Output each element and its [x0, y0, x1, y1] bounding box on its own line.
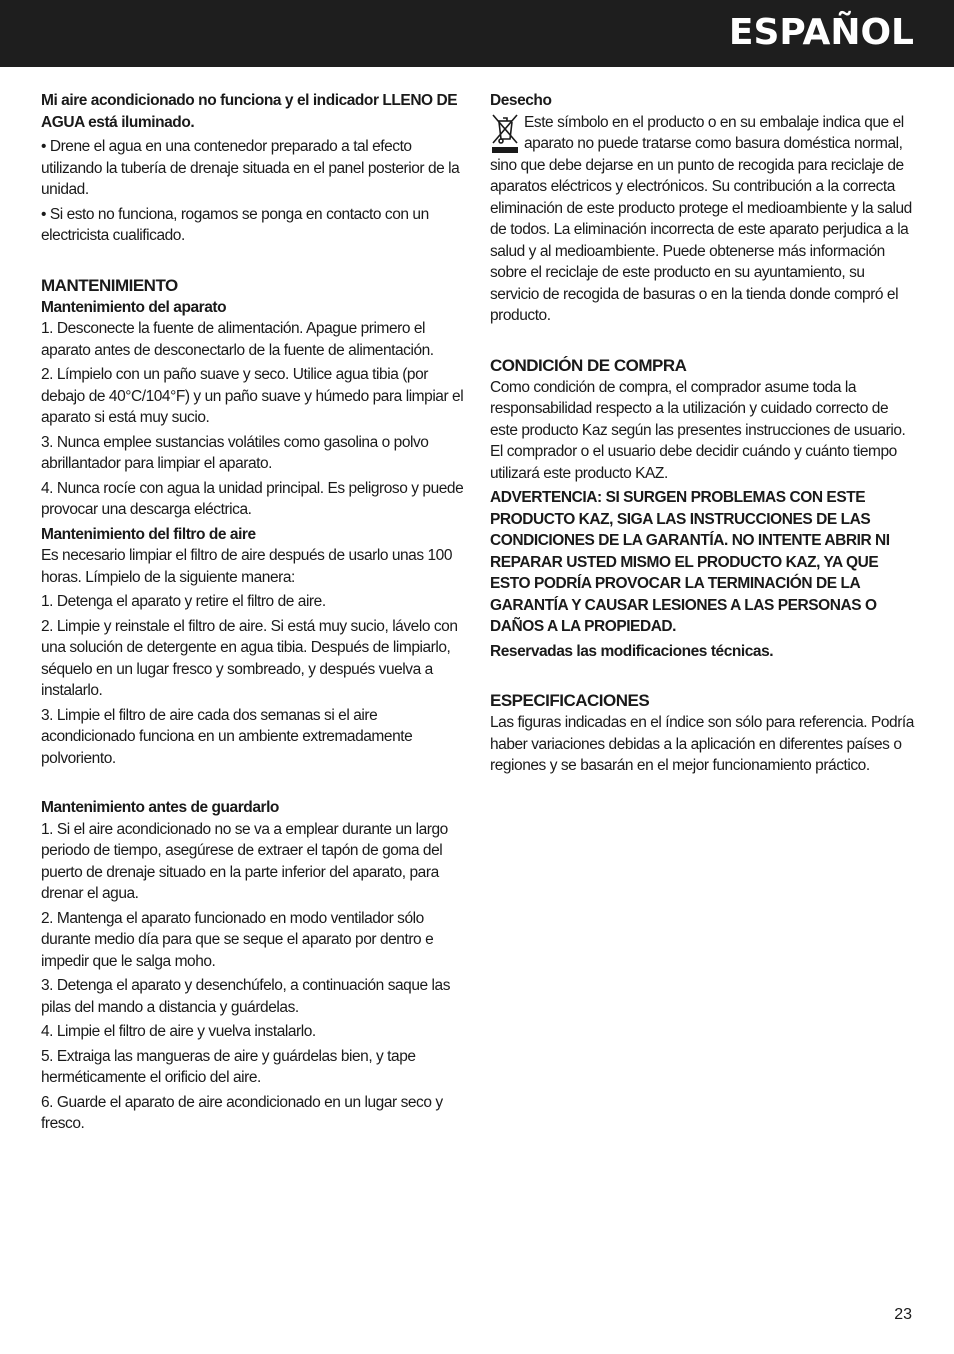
specifications-text: Las figuras indicadas en el índice son sólo para referencia. Podría haber variaciones debidas a la aplicación en diferentes países o regiones y se basarán en el mejor funcionamiento práctico.: [490, 714, 914, 774]
purchase-heading: CONDICIÓN DE COMPRA: [490, 355, 687, 375]
filter-item: Es necesario limpiar el filtro de aire después de usarlo unas 100 horas. Límpielo de la siguiente manera:: [41, 547, 453, 586]
header-bar: [0, 0, 954, 67]
filter-item: 3. Limpie el filtro de aire cada dos semanas si el aire acondicionado funciona en un ambiente extremadamente polvoriento.: [41, 706, 413, 767]
purchase-text: El comprador o el usuario debe decidir cuándo y cuánto tiempo utilizará este producto KAZ.: [490, 443, 897, 482]
reserved-text: Reservadas las modificaciones técnicas.: [490, 642, 774, 660]
filter-item: 2. Limpie y reinstale el filtro de aire. Si está muy sucio, lávelo con una solución de detergente en agua tibia. Después de limpiarlo, séquelo en un lugar fresco y sombreado, y después vuelva a instalarlo.: [41, 617, 458, 699]
warning-text: ADVERTENCIA: SI SURGEN PROBLEMAS CON ESTE PRODUCTO KAZ, SIGA LAS INSTRUCCIONES DE LAS CONDICIONES DE LA GARANTÍA. NO INTENTE ABRIR NI REPARAR USTED MISMO EL PRODUCTO KAZ, YA QUE ESTO PODRÍA PROVOCAR LA TERMINACIÓN DE LA GARANTÍA Y CAUSAR LESIONES A LAS PERSONAS O DAÑOS A LA PROPIEDAD.: [490, 489, 890, 635]
filter-item: 1. Detenga el aparato y retire el filtro de aire.: [41, 593, 326, 610]
appliance-item: 3. Nunca emplee sustancias volátiles como gasolina o polvo abrillantador para limpiar el aparato.: [41, 433, 429, 472]
storage-maintenance-subheading: Mantenimiento antes de guardarlo: [41, 799, 279, 816]
appliance-item: 1. Desconecte la fuente de alimentación. Apague primero el aparato antes de desconectarlo de la fuente de alimentación.: [41, 320, 434, 359]
storage-item: 1. Si el aire acondicionado no se va a emplear durante un largo periodo de tiempo, asegúrese de extraer el tapón de goma del puerto de drenaje situado en la parte inferior del aparato, para drenar el agua.: [41, 820, 448, 902]
appliance-item: 2. Límpielo con un paño suave y seco. Utilice agua tibia (por debajo de 40°C/104°F) y un paño suave y húmedo para limpiar el aparato si está muy sucio.: [41, 366, 464, 426]
trouble-title: Mi aire acondicionado no funciona y el indicador LLENO DE AGUA está iluminado.: [41, 92, 458, 131]
trouble-item: • Drene el agua en una contenedor preparado a tal efecto utilizando la tubería de drenaje situada en el panel posterior de la unidad.: [41, 138, 460, 198]
storage-item: 4. Limpie el filtro de aire y vuelva instalarlo.: [41, 1023, 316, 1040]
maintenance-heading: MANTENIMIENTO: [41, 275, 178, 295]
storage-item: 3. Detenga el aparato y desenchúfelo, a continuación saque las pilas del mando a distancia y guárdelas.: [41, 977, 450, 1016]
crossed-out-wheelie-bin-icon: [490, 112, 520, 154]
appliance-item: 4. Nunca rocíe con agua la unidad principal. Es peligroso y puede provocar una descarga eléctrica.: [41, 479, 464, 518]
specifications-heading: ESPECIFICACIONES: [490, 691, 650, 710]
disposal-section: [490, 112, 914, 327]
appliance-maintenance-subheading: Mantenimiento del aparato: [41, 298, 227, 316]
page-title: ESPAÑOL: [728, 12, 914, 53]
storage-item: 2. Mantenga el aparato funcionado en modo ventilador sólo durante medio día para que se seque el aparato por dentro e impedir que le salga moho.: [41, 909, 434, 970]
trouble-item: • Si esto no funciona, rogamos se ponga en contacto con un electricista cualificado.: [41, 205, 429, 244]
purchase-text: Como condición de compra, el comprador asume toda la responsabilidad respecto a la utilización y cuidado correcto de este producto Kaz según las presentes instrucciones de usuario.: [490, 378, 906, 439]
storage-item: 5. Extraiga las mangueras de aire y guárdelas bien, y tape herméticamente el orificio del aire.: [41, 1047, 416, 1086]
filter-maintenance-subheading: Mantenimiento del filtro de aire: [41, 525, 256, 543]
page-number: 23: [894, 1306, 912, 1323]
storage-item: 6. Guarde el aparato de aire acondicionado en un lugar seco y fresco.: [41, 1093, 443, 1132]
disposal-subheading: Desecho: [490, 92, 552, 109]
right-column: [490, 90, 914, 780]
left-column: [41, 90, 465, 1138]
disposal-text: Este símbolo en el producto o en su embalaje indica que el aparato no puede tratarse como basura doméstica normal, sino que debe dejarse en un punto de recogida para reciclaje de aparatos eléctricos y electrónicos. Su contribución a la correcta eliminación de este producto protege el medioambiente y la salud de todos. La eliminación incorrecta de este aparato perjudica a la salud y al medioambiente. Puede obtenerse más información sobre el reciclaje de este producto en su ayuntamiento, su servicio de recogida de basuras o en la tienda donde compró el producto.: [490, 113, 912, 324]
